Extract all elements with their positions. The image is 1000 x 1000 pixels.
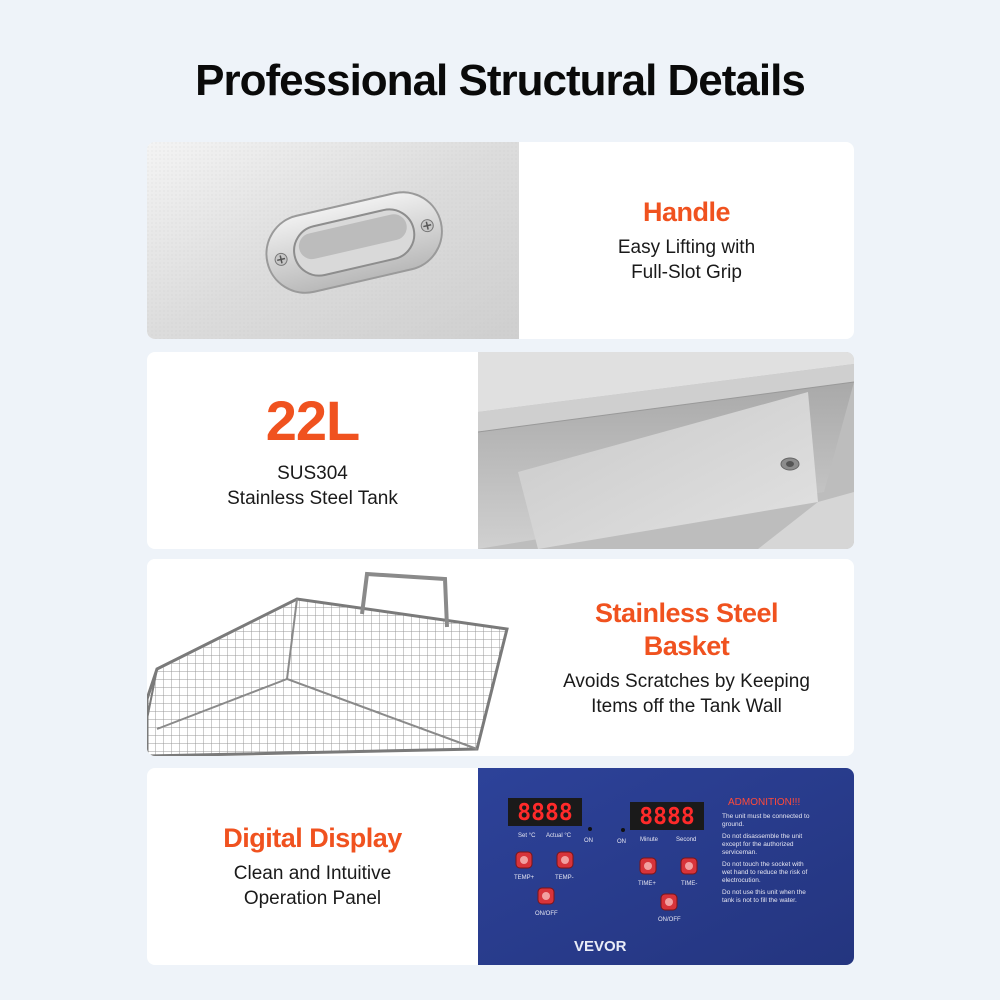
feature-heading: Digital Display: [223, 823, 402, 853]
capacity-value: 22L: [265, 388, 360, 452]
feature-heading: [595, 597, 778, 663]
feature-heading: Handle: [642, 197, 731, 227]
feature-description: [234, 861, 391, 911]
admonition-line: ground.: [722, 821, 745, 828]
feature-card-basket: [147, 559, 854, 756]
page-title: Professional Structural Details: [195, 56, 805, 105]
display-text: [147, 768, 478, 965]
admonition-line: tank is not to fill the water.: [722, 897, 797, 904]
control-panel-image: [478, 768, 854, 965]
description-line: Full-Slot Grip: [631, 262, 742, 283]
time-onoff-label: ON/OFF: [658, 917, 681, 923]
admonition-line: serviceman.: [722, 849, 758, 856]
admonition-line: wet hand to reduce the risk of: [722, 869, 808, 876]
time-plus-button[interactable]: [638, 858, 656, 887]
admonition-line: The unit must be connected to: [722, 813, 810, 820]
description-line: Operation Panel: [243, 888, 382, 909]
admonition-title: ADMONITION!!!: [728, 797, 801, 808]
time-plus-label: TIME+: [638, 881, 656, 887]
description-line: SUS304: [277, 462, 348, 484]
description-line: Avoids Scratches by Keeping: [563, 670, 810, 692]
temp-minus-label: TEMP-: [555, 875, 574, 881]
feature-description: [618, 235, 755, 285]
temp-on-label: ON: [584, 838, 593, 844]
description-line: Easy Lifting with: [617, 237, 756, 258]
heading-line: Stainless Steel: [594, 597, 779, 628]
basket-image: [147, 559, 519, 756]
description-line: Items off the Tank Wall: [591, 695, 782, 717]
feature-description: [563, 669, 810, 719]
second-label: Second: [676, 837, 697, 843]
time-readout: 8888: [639, 804, 695, 830]
description-line: Clean and Intuitive: [233, 863, 392, 884]
minute-label: Minute: [640, 837, 659, 843]
admonition-line: except for the authorized: [722, 841, 794, 848]
description-line: Stainless Steel Tank: [227, 487, 398, 509]
temp-plus-label: TEMP+: [514, 875, 535, 881]
admonition-line: electrocution.: [722, 877, 761, 884]
feature-description: [227, 461, 398, 511]
feature-card-handle: [147, 142, 854, 339]
temp-onoff-label: ON/OFF: [535, 911, 558, 917]
temperature-readout: 8888: [517, 800, 573, 826]
admonition-line: Do not use this unit when the: [722, 889, 806, 896]
time-on-label: ON: [617, 839, 626, 845]
basket-text: [519, 559, 854, 756]
vevor-logo: VEVOR: [574, 938, 627, 955]
admonition-line: Do not touch the socket with: [722, 861, 804, 868]
temp-plus-button[interactable]: [514, 852, 535, 881]
temp-minus-button[interactable]: [555, 852, 574, 881]
tank-text: [147, 352, 478, 549]
tank-image: [478, 352, 854, 549]
heading-line: Basket: [643, 630, 730, 661]
time-minus-button[interactable]: [681, 858, 697, 887]
actual-temp-label: Actual °C: [546, 833, 572, 839]
set-temp-label: Set °C: [518, 833, 536, 839]
admonition-line: Do not disassemble the unit: [722, 833, 803, 840]
feature-card-display: [147, 768, 854, 965]
handle-text: [519, 142, 854, 339]
feature-card-tank: [147, 352, 854, 549]
time-minus-label: TIME-: [681, 881, 698, 887]
handle-image: [147, 142, 519, 339]
